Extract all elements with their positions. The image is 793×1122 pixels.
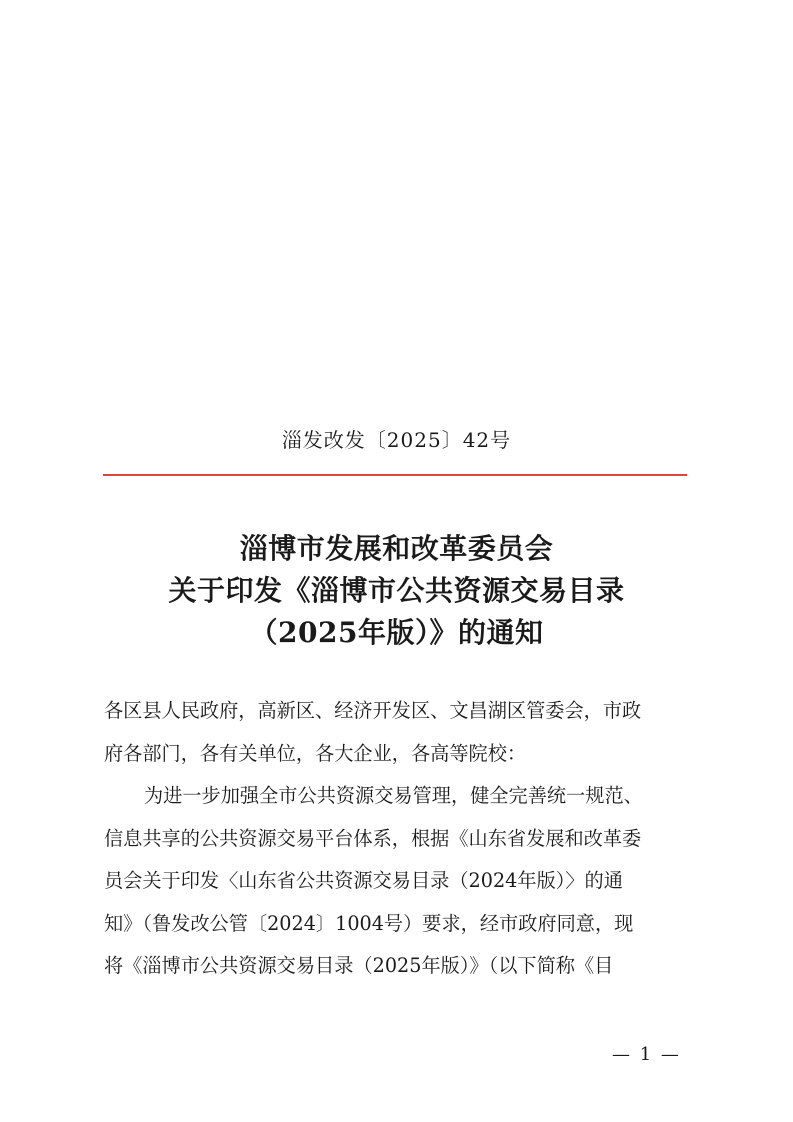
document-title [0, 528, 793, 654]
red-separator-line [103, 474, 687, 476]
paragraph-line-4: 知》（鲁发改公管〔2024〕1004号）要求，经市政府同意，现 [104, 911, 634, 935]
paragraph-line-1: 为进一步加强全市公共资源交易管理，健全完善统一规范、 [144, 784, 643, 807]
page-number: — 1 — [612, 1044, 681, 1065]
title-line-1: 淄博市发展和改革委员会 [239, 532, 554, 565]
title-line-3: （2025年版）》的通知 [249, 616, 544, 649]
recipients-line-2: 府各部门，各有关单位，各大企业，各高等院校： [104, 741, 527, 765]
document-body [104, 690, 688, 988]
document-number: 淄发改发〔2025〕42号 [281, 428, 512, 452]
paragraph-line-3: 员会关于印发〈山东省公共资源交易目录（2024年版）〉的通 [104, 869, 623, 892]
paragraph-line-5: 将《淄博市公共资源交易目录（2025年版）》（以下简称《目 [104, 954, 614, 977]
paragraph-line-2: 信息共享的公共资源交易平台体系，根据《山东省发展和改革委 [104, 826, 642, 850]
recipients-line-1: 各区县人民政府，高新区、经济开发区、文昌湖区管委会，市政 [104, 699, 642, 722]
title-line-2: 关于印发《淄博市公共资源交易目录 [168, 574, 625, 607]
